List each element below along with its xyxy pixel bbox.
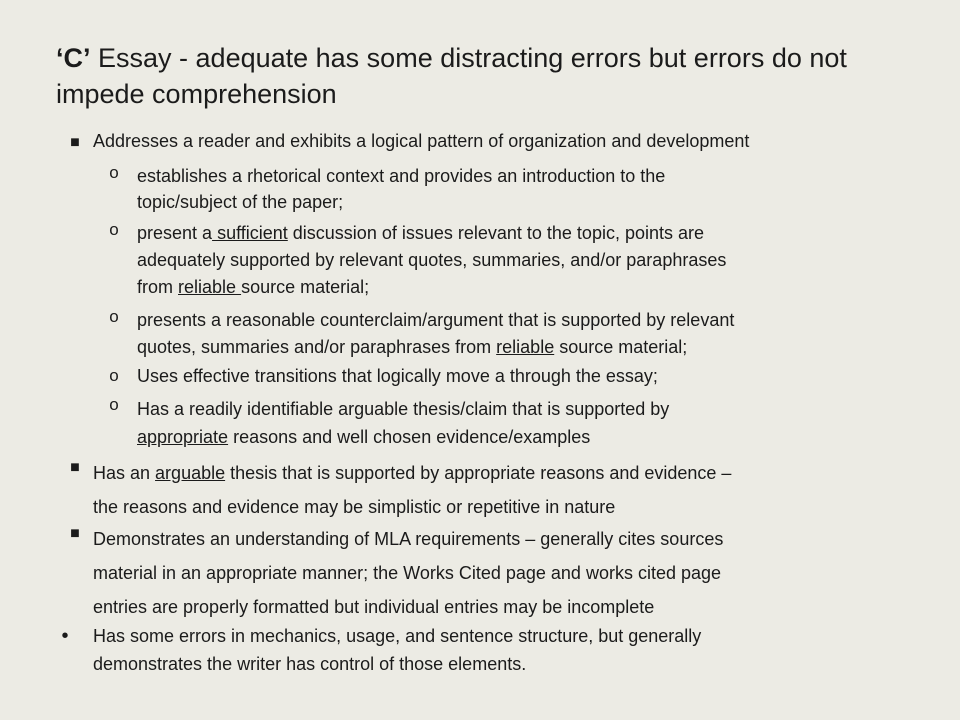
sub-item-line: presents a reasonable counterclaim/argument that is supported by relevant: [137, 310, 735, 330]
text-run: present a: [137, 223, 213, 243]
sub-item-line: Has a readily identifiable arguable thesis/claim that is supported by: [137, 399, 670, 419]
sub-item-line: [137, 423, 669, 451]
underlined-word: sufficient: [212, 223, 288, 243]
circle-bullet-icon: o: [109, 307, 119, 326]
sub-item-line: [137, 274, 726, 301]
item-line: Demonstrates an understanding of MLA requirements – generally cites sources: [93, 529, 724, 549]
sub-item-transitions: Uses effective transitions that logically move a through the essay;: [137, 366, 658, 386]
sub-item-discussion: [137, 220, 726, 301]
text-run: reasons and well chosen evidence/examples: [228, 427, 591, 447]
sub-item-line: adequately supported by relevant quotes, summaries, and/or paraphrases: [137, 250, 727, 270]
text-run: from: [137, 277, 179, 297]
item-line: entries are properly formatted but individual entries may be incomplete: [93, 597, 655, 617]
sub-item-counterclaim: [137, 307, 734, 361]
underlined-word: reliable: [496, 337, 555, 357]
circle-bullet-icon: o: [109, 366, 119, 385]
sub-item-line: [137, 220, 726, 247]
sub-item-context: [137, 163, 665, 215]
round-bullet-icon: •: [61, 625, 69, 647]
thesis-text: [93, 456, 731, 524]
underlined-word: appropriate: [137, 427, 229, 447]
item-line: [93, 456, 731, 490]
circle-bullet-icon: o: [109, 220, 119, 239]
text-run: Has an: [93, 463, 156, 483]
sub-item-line: [137, 334, 734, 361]
title-grade: ‘C’: [56, 43, 91, 73]
item-line: Has some errors in mechanics, usage, and sentence structure, but generally: [93, 626, 702, 646]
item-line: demonstrates the writer has control of those elements.: [93, 654, 527, 674]
circle-bullet-icon: o: [109, 163, 119, 182]
title-text: Essay - adequate has some distracting errors but errors do not impede comprehension: [56, 43, 847, 109]
item-line: the reasons and evidence may be simplistic or repetitive in nature: [93, 497, 616, 517]
text-run: source material;: [554, 337, 688, 357]
page-title: [56, 40, 916, 112]
square-bullet-icon: ■: [70, 459, 80, 476]
underlined-word: arguable: [155, 463, 226, 483]
text-run: discussion of issues relevant to the topic, points are: [287, 223, 705, 243]
text-run: thesis that is supported by appropriate reasons and evidence –: [225, 463, 732, 483]
item-line: material in an appropriate manner; the Works Cited page and works cited page: [93, 563, 722, 583]
circle-bullet-icon: o: [109, 395, 119, 414]
organization-text: Addresses a reader and exhibits a logical pattern of organization and development: [93, 131, 750, 151]
text-run: source material;: [241, 277, 370, 297]
sub-item-thesis: [137, 395, 669, 451]
underlined-word: reliable: [178, 277, 242, 297]
mla-text: [93, 522, 723, 624]
square-bullet-icon: ■: [70, 525, 80, 542]
text-run: quotes, summaries and/or paraphrases from: [137, 337, 497, 357]
square-bullet-icon: ■: [70, 134, 80, 151]
mechanics-text: [93, 622, 701, 678]
sub-item-line: establishes a rhetorical context and provides an introduction to the: [137, 166, 666, 186]
sub-item-line: topic/subject of the paper;: [137, 192, 344, 212]
